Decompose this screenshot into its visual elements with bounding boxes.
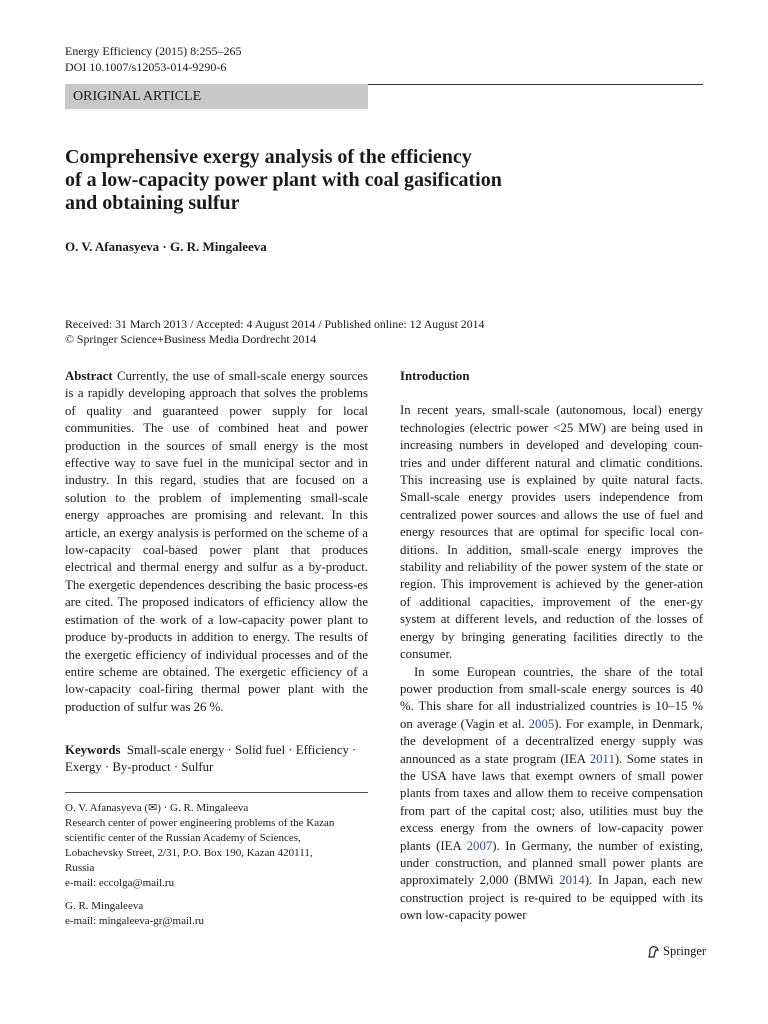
citation-link[interactable]: 2011 xyxy=(589,751,615,766)
publisher-logo xyxy=(646,944,706,959)
doi: DOI 10.1007/s12053-014-9290-6 xyxy=(65,60,227,74)
affiliation-line-3: Lobachevsky Street, 2/31, P.O. Box 190, Kazan 420111, xyxy=(65,847,313,859)
intro-paragraph-2: In some European countries, the share of the total power production from small-scale energy sources is 40 %. This share for all industrialized countries is 10–15 % on average (Vagin et al. 2005). For example, in Denmark, the development of a decentralized energy supply was announced as a state program (IEA 2011). Some states in the USA have laws that exempt owners of small power plants from taxes and allow them to receive compensation from part of the capital cost; also, utilities must buy the excess energy from the owners of low-capacity power plants (IEA 2007). In Germany, the number of existing, under construction, and planned small power plants are approximately 2,000 (BMWi 2014). In Japan, each new construction project is re-quired to be equipped with its own low-capacity power xyxy=(400,664,704,923)
title-line-3: and obtaining sulfur xyxy=(65,192,240,214)
keywords-label: Keywords xyxy=(65,743,121,757)
citation-link[interactable]: 2014 xyxy=(559,873,585,888)
email-1: e-mail: eccolga@mail.ru xyxy=(65,877,175,889)
copyright-line: © Springer Science+Business Media Dordrecht 2014 xyxy=(65,332,317,346)
citation-link[interactable]: 2007 xyxy=(466,838,493,853)
introduction-heading: Introduction xyxy=(400,369,470,383)
keywords-text: Small-scale energy · Solid fuel · Efficiency · Exergy · By-product · Sulfur xyxy=(65,743,357,775)
introduction xyxy=(400,368,703,925)
springer-horse-icon xyxy=(646,945,660,959)
title-line-2: of a low-capacity power plant with coal gasification xyxy=(65,169,502,191)
paper-title xyxy=(65,146,625,215)
title-line-1: Comprehensive exergy analysis of the efficiency xyxy=(65,146,472,168)
affiliation-line-1: Research center of power engineering problems of the Kazan xyxy=(65,817,335,829)
keywords xyxy=(65,742,368,777)
abstract-text: Currently, the use of small-scale energy sources is a rapidly developing approach that solves the problems of quality and guaranteed power supply for local communities. The use of combined heat and power production in the sources of small energy is the most effective way to save fuel in the municipal sector and in industry. In this regard, studies that are focused on a solution to the problem of implementing small-scale energy approaches are promising and relevant. In this article, an exergy analysis is performed on the scheme of a low-capacity coal-based power plant that produces electrical and thermal energy and sulfur as a by-product. The exergetic dependences describing the basic process-es are cited. The proposed indicators of efficiency allow the estimation of the work of a low-capacity power plant to produce by-products in addition to energy. The results of the exergetic efficiency of individual processes and of the entire scheme are obtained. The exergetic efficiency of a low-capacity coal-firing thermal power plant with the production of sulfur was 26 %. xyxy=(65,369,369,714)
intro-paragraph-1: In recent years, small-scale (autonomous, local) energy technologies (electric power <25 MW) are being used in increasing numbers in developed and developing coun-tries and under different natural and climatic conditions. This increasing use is explained by quite natural facts. Small-scale energy provides users independence from centralized power sources and allows the use of fuel and energy resources that are optimal for specific local con-ditions. In addition, small-scale energy improves the stability and reliability of the power system of the state or region. This improvement is achieved by the gener-ation of additional capacities, improvement of the ener-gy system at different levels, and reduction of the losses of energy by bringing generating facilities directly to the consumer. xyxy=(400,403,703,662)
footnote-authors: O. V. Afanasyeva (✉) · G. R. Mingaleeva xyxy=(65,802,249,814)
abstract xyxy=(65,368,368,716)
article-type-banner: ORIGINAL ARTICLE xyxy=(65,84,368,109)
footnote-author-2: G. R. Mingaleeva xyxy=(65,900,144,912)
received-line: Received: 31 March 2013 / Accepted: 4 August 2014 / Published online: 12 August 2014 xyxy=(65,317,485,331)
email-2: e-mail: mingaleeva-gr@mail.ru xyxy=(65,915,205,927)
footnote-rule xyxy=(65,792,368,793)
authors: O. V. Afanasyeva · G. R. Mingaleeva xyxy=(65,239,267,254)
publisher-name: Springer xyxy=(663,944,707,958)
journal-info xyxy=(65,43,242,75)
citation-link[interactable]: 2005 xyxy=(528,716,555,731)
abstract-label: Abstract xyxy=(65,369,113,383)
journal-citation: Energy Efficiency (2015) 8:255–265 xyxy=(65,44,242,58)
publication-dates xyxy=(65,317,484,347)
affiliation-line-4: Russia xyxy=(65,862,95,874)
affiliation-line-2: scientific center of the Russian Academy of Sciences, xyxy=(65,832,301,844)
author-footnote xyxy=(65,801,368,929)
